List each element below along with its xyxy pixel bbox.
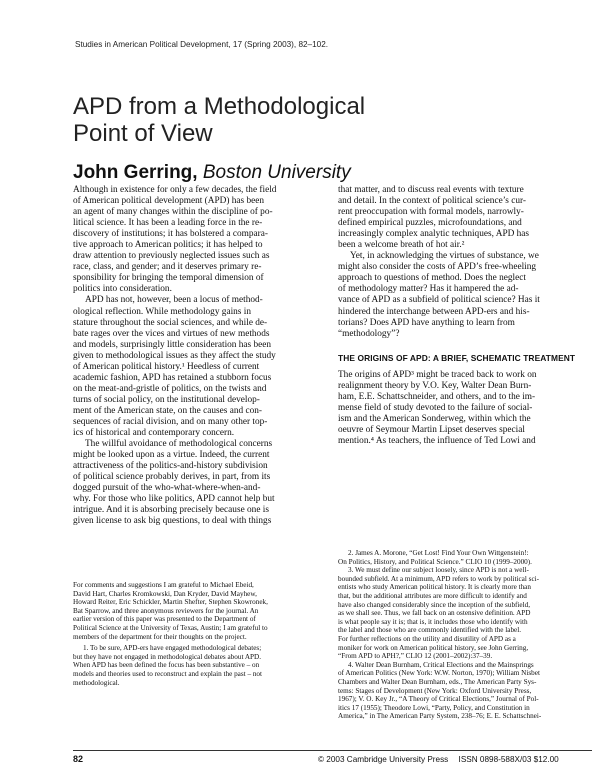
text-line: on the meat-and-gristle of politics, on the twists and <box>73 383 267 394</box>
text-line: ics of historical and contemporary concern. <box>73 428 235 439</box>
text-line: members of the department for their thoughts on the project. <box>73 632 247 641</box>
text-line: ological reflection. While methodology gains in <box>73 306 251 317</box>
text-line: politics into consideration. <box>73 284 172 295</box>
text-line: models and theories used to reconstruct and explain the past – not <box>73 669 263 678</box>
text-line: intrigue. And it is absorbing precisely because one is <box>73 505 269 516</box>
title-line: APD from a Methodological <box>73 93 366 120</box>
text-line: David Hart, Charles Kromkowski, Dan Kryder, David Mayhew, <box>73 589 257 598</box>
text-line: increasingly complex analytic techniques, APD has <box>338 229 530 240</box>
text-line: methodological. <box>73 678 120 687</box>
text-line: vance of APD as a subfield of political science? Has it <box>338 295 540 306</box>
body-paragraph <box>338 185 592 251</box>
text-line: given to methodological issues as they affect the study <box>73 350 276 361</box>
copyright-text: © 2003 Cambridge University Press <box>318 755 449 764</box>
text-line: been a welcome breath of hot air.² <box>338 240 465 251</box>
text-line: moniker for work on American political history, see John Gerring, <box>338 643 529 652</box>
text-line: tive approach to American politics; it has helped to <box>73 240 263 251</box>
author-affiliation: Boston University <box>202 162 351 183</box>
text-line: that, but the additional attributes are more difficult to identify and <box>338 591 527 600</box>
text-line: but they have not engaged in methodological debates about APD. <box>73 652 262 661</box>
text-line: dogged pursuit of the who-what-where-when-and- <box>73 483 261 494</box>
text-line: as we shall see. Thus, we fall back on an ostensive definition. APD <box>338 609 531 618</box>
text-line: academic fashion, APD has retained a stubborn focus <box>73 372 272 383</box>
text-line: ham, E.E. Schattschneider, and others, and to the im- <box>338 392 536 403</box>
title-line: Point of View <box>73 120 213 147</box>
text-line: America,” in The American Party System, 238–76; E. E. Schattschnei- <box>338 712 542 721</box>
text-line: 4. Walter Dean Burnham, Critical Elections and the Mainsprings <box>348 660 534 669</box>
article-title <box>73 93 365 147</box>
text-line: On Politics, History, and Political Science.” CLIO 10 (1999–2000). <box>338 557 532 566</box>
text-line: draw attention to previously neglected issues such as <box>73 251 270 262</box>
text-line: stature throughout the social sciences, and while de- <box>73 317 268 328</box>
text-line: and models, surprisingly little consideration has been <box>73 339 272 350</box>
text-line: bate rages over the vices and virtues of new methods <box>73 328 270 339</box>
section-heading: THE ORIGINS OF APD: A BRIEF, SCHEMATIC TREATMENT <box>338 353 576 363</box>
text-line: itics 17 (1955); Theodore Lowi, “Party, Policy, and Constitution in <box>338 703 530 712</box>
text-line: The willful avoidance of methodological concerns <box>85 439 273 450</box>
text-line: sponsibility for bringing the temporal dimension of <box>73 273 264 284</box>
body-paragraph <box>73 439 327 527</box>
text-line: entists who study American political history. It is clearly more than <box>338 583 531 592</box>
footer-copyright <box>318 755 559 764</box>
text-line: Yet, in acknowledging the virtues of substance, we <box>350 251 539 262</box>
text-line: attractiveness of the politics-and-history subdivision <box>73 461 268 472</box>
text-line: earlier version of this paper was presented to the Department of <box>73 615 256 624</box>
text-line: tems: Stages of Development (New York: Oxford University Press, <box>338 686 532 695</box>
issn-text: ISSN 0898-588X/03 $12.00 <box>458 755 559 764</box>
text-line: defined empirical puzzles, microfoundations, and <box>338 218 522 229</box>
text-line: litical science. It has been a leading force in the re- <box>73 218 263 229</box>
text-line: torians? Does APD have anything to learn from <box>338 317 515 328</box>
text-line: For further reflections on the utility and disutility of APD as a <box>338 634 516 643</box>
text-line: “From APD to APH?,” CLIO 12 (2001–2002):37–39. <box>338 652 493 661</box>
text-line: bounded subfield. At a minimum, APD refers to work by political sci- <box>338 574 540 583</box>
text-line: turns of social policy, on the institutional develop- <box>73 394 260 405</box>
text-line: oeuvre of Seymour Martin Lipset deserves special <box>338 425 525 436</box>
footnotes-left <box>73 581 327 687</box>
text-line: is what people say it is; that is, it includes those who identify with <box>338 617 528 626</box>
text-line: rent preoccupation with formal models, narrowly- <box>338 207 524 218</box>
text-line: Chambers and Walter Dean Burnham, eds., The American Party Sys- <box>338 677 537 686</box>
text-line: ism and the American Sonderweg, within which the <box>338 414 531 425</box>
text-line: that matter, and to discuss real events with texture <box>338 185 524 195</box>
text-line: When APD has been defined the focus has been substantive – on <box>73 661 260 670</box>
text-line: Bat Sparrow, and three anonymous reviewers for the journal. An <box>73 606 259 615</box>
text-line: of methodology matter? Has it hampered the ad- <box>338 284 519 295</box>
text-line: mention.⁴ As teachers, the influence of Ted Lowi and <box>338 436 536 447</box>
text-line: 1967); V. O. Key Jr., “A Theory of Critical Elections,” Journal of Pol- <box>338 695 539 704</box>
text-line: might be looked upon as a virtue. Indeed, the current <box>73 450 270 461</box>
left-column-body <box>73 185 327 527</box>
text-line: realignment theory by V.O. Key, Walter Dean Burn- <box>338 381 532 392</box>
text-line: approach to questions of method. Does the neglect <box>338 273 526 284</box>
text-line: of political science probably derives, in part, from its <box>73 472 271 483</box>
body-paragraph <box>73 295 327 439</box>
section-body <box>338 370 592 447</box>
text-line: 1. To be sure, APD-ers have engaged methodological debates; <box>83 644 262 653</box>
text-line: of American political development (APD) has been <box>73 196 265 207</box>
text-line: race, class, and gender; and it deserves primary re- <box>73 262 262 273</box>
text-line: Although in existence for only a few decades, the field <box>73 185 277 195</box>
text-line: APD has not, however, been a locus of method- <box>85 295 263 306</box>
right-column-body <box>338 185 592 340</box>
author-name: John Gerring, <box>73 162 198 183</box>
text-line: an agent of many changes within the discipline of po- <box>73 207 273 218</box>
text-line: 2. James A. Morone, “Get Lost! Find Your Own Wittgenstein!: <box>348 549 529 557</box>
text-line: hindered the interchange between APD-ers and his- <box>338 306 530 317</box>
journal-citation: Studies in American Political Development, 17 (Spring 2003), 82–102. <box>75 40 329 49</box>
text-line: Howard Reiter, Eric Schickler, Martin Shefter, Stephen Skowronek, <box>73 598 268 607</box>
author-byline <box>73 162 351 184</box>
text-line: mense field of study devoted to the failure of social- <box>338 403 533 414</box>
text-line: the label and those who are commonly identified with the label. <box>338 626 522 635</box>
text-line: have also changed considerably since the inception of the subfield, <box>338 600 531 609</box>
text-line: ment of the American state, on the causes and con- <box>73 405 262 416</box>
page-number: 82 <box>73 754 84 764</box>
text-line: The origins of APD³ might be traced back to work on <box>338 370 537 380</box>
text-line: sequences of racial division, and on many other top- <box>73 416 268 427</box>
footer-rule <box>73 750 592 751</box>
text-line: why. For those who like politics, APD cannot help but <box>73 494 275 505</box>
text-line: Political Science at the University of Texas, Austin; I am grateful to <box>73 623 268 632</box>
text-line: might also consider the costs of APD’s free-wheeling <box>338 262 537 273</box>
text-line: given license to ask big questions, to deal with things <box>73 516 272 527</box>
body-paragraph <box>73 185 327 295</box>
body-paragraph <box>338 251 592 339</box>
text-line: of American political history.¹ Heedless of current <box>73 361 260 372</box>
text-line: “methodology”? <box>338 328 400 339</box>
footnotes-right <box>338 549 592 721</box>
text-line: and detail. In the context of political science’s cur- <box>338 196 527 207</box>
text-line: 3. We must define our subject loosely, since APD is not a well- <box>348 566 529 575</box>
text-line: For comments and suggestions I am grateful to Michael Ebeid, <box>73 581 254 589</box>
text-line: discovery of institutions; it has bolstered a compara- <box>73 229 268 240</box>
text-line: of American Politics (New York: W.W. Norton, 1970); William Nisbet <box>338 669 540 678</box>
